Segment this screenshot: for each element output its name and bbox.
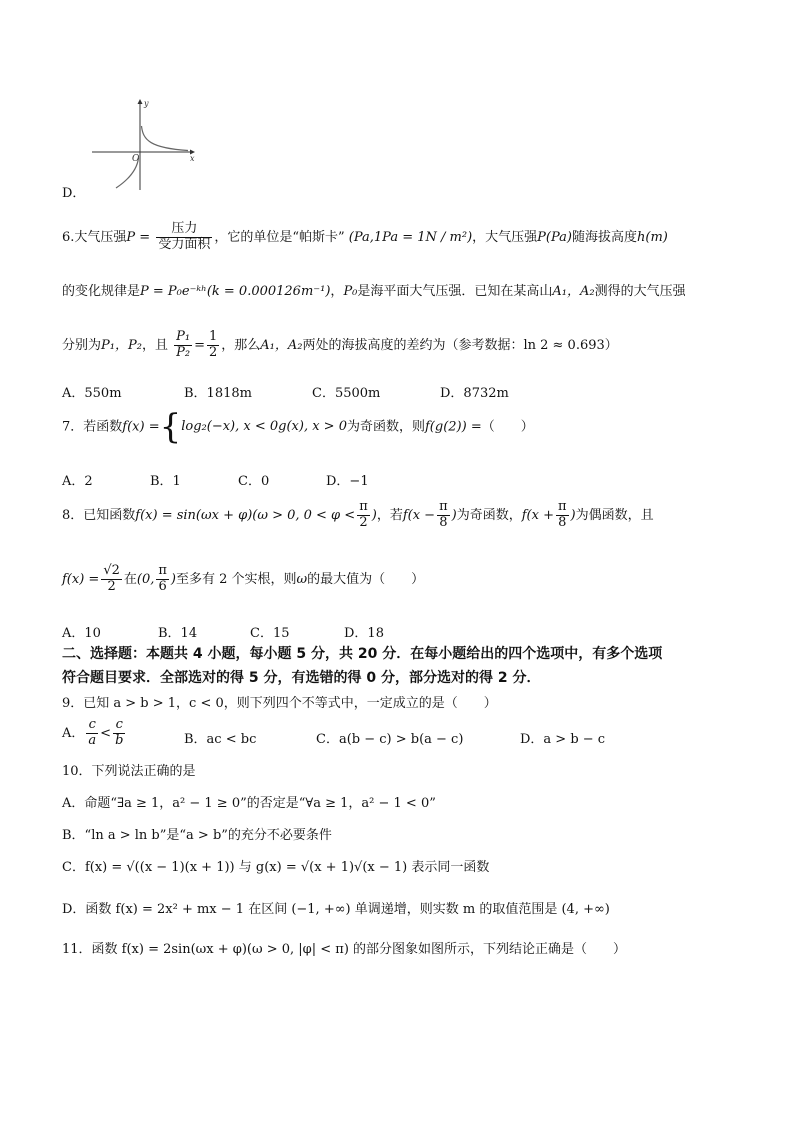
q11-stem: 11．函数 f(x) = 2sin(ωx + φ)(ω > 0, |φ| < π) 的部分图象如图所示，下列结论正确是（ ） <box>62 942 627 957</box>
q6-choice-b: B．1818m <box>184 386 252 401</box>
option-d-label: D． <box>62 186 86 201</box>
q6-line1: 6.大气压强P = $\frac{\text{压力}}{\text{受力面积}}$ ，它的单位是“帕斯卡” (Pa,1Pa = 1N / m²)，大气压强P(Pa)随海拔高度h(m) <box>62 221 668 252</box>
section2-line1: 二、选择题：本题共 4 小题，每小题 5 分，共 20 分．在每小题给出的四个选项中，有多个选项 <box>62 646 663 662</box>
q9-choice-d: D．a > b − c <box>520 732 606 747</box>
q8-choice-a: A．10 <box>62 626 101 641</box>
q9-choice-a: A． $\frac{c}{a}$ < $\frac{c}{b}$ <box>62 717 124 748</box>
x-axis-label: x <box>190 154 195 163</box>
q6-fraction: $\frac{\text{压力}}{\text{受力面积}}$ <box>158 221 211 252</box>
q6-line2: 的变化规律是P = P₀e⁻ᵏʰ(k = 0.000126m⁻¹)，P₀是海平面大气压强．已知在某高山A₁，A₂测得的大气压强 <box>62 284 686 299</box>
q6-choice-d: D．8732m <box>440 386 509 401</box>
q6-choice-a: A．550m <box>62 386 122 401</box>
q7-choice-c: C．0 <box>238 474 270 489</box>
q9-stem: 9．已知 a > b > 1，c < 0，则下列四个不等式中，一定成立的是（ ） <box>62 696 497 711</box>
q9-choice-b: B．ac < bc <box>184 732 257 747</box>
y-axis-arrow <box>138 99 143 104</box>
q10-choice-c: C．f(x) = √((x − 1)(x + 1)) 与 g(x) = √(x + 1)√(x − 1) 表示同一函数 <box>62 860 490 875</box>
q8-line1: 8．已知函数f(x) = sin(ωx + φ)(ω > 0, 0 < φ < $\frac{\pi}{2}$ )，若f(x − $\frac{\pi}{8}$ )为奇函数，f(x + $\frac{\pi}{8}$ )为偶函数，且 <box>62 499 654 530</box>
q7-choice-a: A．2 <box>62 474 93 489</box>
q10-choice-a: A．命题“∃a ≥ 1，a² − 1 ≥ 0”的否定是“∀a ≥ 1，a² − 1 < 0” <box>62 796 436 811</box>
q10-stem: 10．下列说法正确的是 <box>62 764 196 779</box>
q7-choice-b: B．1 <box>150 474 181 489</box>
q10-choice-d: D．函数 f(x) = 2x² + mx − 1 在区间 (−1, +∞) 单调递增，则实数 m 的取值范围是 (4, +∞) <box>62 902 610 917</box>
q7-choice-d: D．−1 <box>326 474 369 489</box>
q6-line3: 分别为P₁，P₂，且 $\frac{\text{P₁}}{\text{P₂}}$ = $\frac{1}{2}$ ，那么A₁，A₂两处的海拔高度的差约为（参考数据：ln 2 ≈ 0.693） <box>62 329 618 360</box>
curve-right-branch <box>142 126 189 151</box>
q6-choice-c: C．5500m <box>312 386 381 401</box>
section2-line2: 符合题目要求．全部选对的得 5 分，有选错的得 0 分，部分选对的得 2 分． <box>62 670 541 686</box>
q8-line2: f(x) = $\frac{√2}{2}$ 在(0, $\frac{\pi}{6}$ )至多有 2 个实根，则ω的最大值为（ ） <box>62 563 425 594</box>
q8-choice-b: B．14 <box>158 626 198 641</box>
y-axis-label: y <box>144 99 149 108</box>
q7-line: 7．若函数f(x) ={log₂(−x), x < 0g(x), x > 0为奇函数，则f(g(2)) =（ ） <box>62 407 534 447</box>
q10-choice-b: B．“ln a > ln b”是“a > b”的充分不必要条件 <box>62 828 332 843</box>
q9-choice-c: C．a(b − c) > b(a − c) <box>316 732 464 747</box>
q8-choice-d: D．18 <box>344 626 384 641</box>
option-d-graph <box>84 96 200 192</box>
origin-label: O <box>132 154 140 164</box>
q8-choice-c: C．15 <box>250 626 290 641</box>
